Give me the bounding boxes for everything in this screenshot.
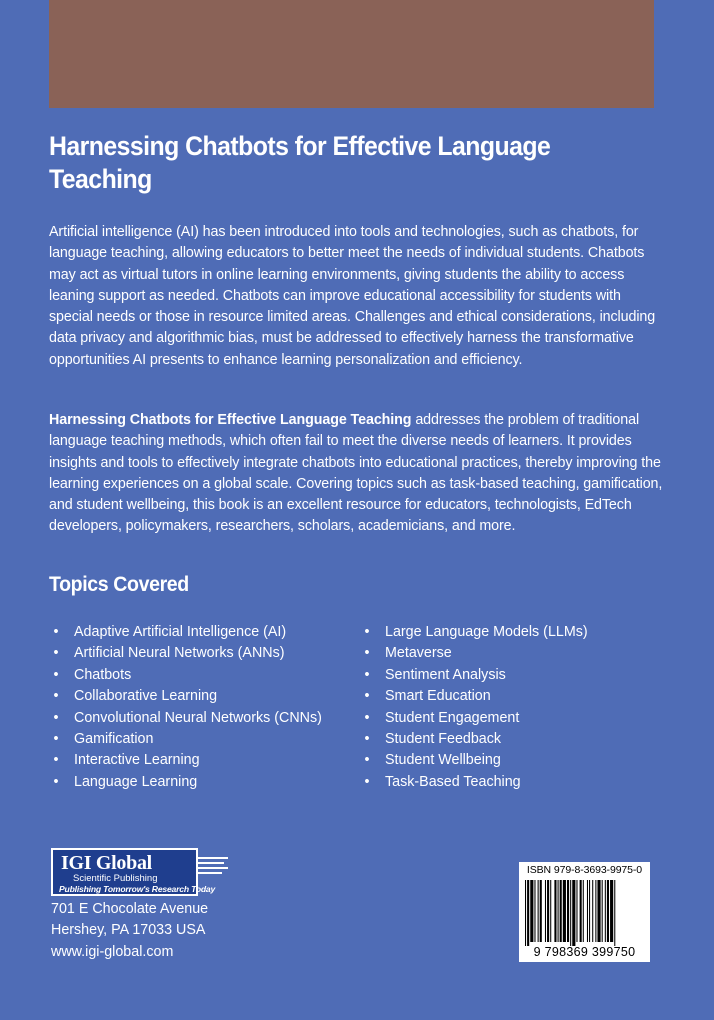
topic-label: Adaptive Artificial Intelligence (AI) — [74, 624, 287, 640]
bullet-icon: • — [53, 773, 59, 790]
topic-item — [360, 643, 588, 664]
description-paragraph-2 — [49, 410, 665, 538]
barcode-bar — [610, 880, 613, 942]
topic-label: Chatbots — [74, 666, 132, 683]
barcode-bar — [527, 880, 529, 946]
topic-item — [360, 708, 588, 729]
barcode-bar — [592, 880, 593, 942]
topic-item — [360, 729, 588, 750]
barcode-icon — [525, 880, 644, 946]
barcode-bar — [547, 880, 549, 942]
barcode-bar — [530, 880, 533, 942]
barcode-bar — [595, 880, 596, 942]
book-title-inline: Harnessing Chatbots for Effective Language Teaching — [49, 412, 412, 428]
top-color-band — [49, 0, 654, 108]
topic-label: Gamification — [74, 731, 154, 748]
topic-item — [49, 686, 322, 707]
topic-item — [49, 708, 322, 729]
barcode-bar — [587, 880, 588, 942]
barcode-bar — [580, 880, 582, 942]
topic-label: Language Learning — [74, 773, 198, 790]
barcode-bar — [560, 880, 562, 942]
barcode-bar — [540, 880, 542, 942]
topic-item — [360, 686, 588, 707]
topic-item — [360, 750, 588, 771]
topic-label: Student Wellbeing — [385, 752, 501, 769]
barcode-bar — [572, 880, 575, 946]
isbn-label: ISBN 979-8-3693-9975-0 — [526, 864, 643, 876]
topic-item — [360, 622, 588, 643]
topics-list-right — [360, 622, 588, 793]
logo-speed-lines-icon — [198, 856, 230, 878]
logo-box — [51, 848, 216, 896]
bullet-icon: • — [53, 752, 59, 769]
topic-label: Large Language Models (LLMs) — [385, 624, 588, 640]
barcode-bar — [583, 880, 584, 942]
barcode-bar — [597, 880, 600, 942]
topics-heading: Topics Covered — [49, 573, 189, 596]
bullet-icon: • — [364, 709, 370, 726]
bullet-icon: • — [53, 645, 59, 662]
barcode-bar — [567, 880, 569, 942]
topic-label: Student Engagement — [385, 709, 520, 726]
topic-item — [49, 772, 322, 793]
bullet-icon: • — [364, 773, 370, 790]
address-line-2: Hershey, PA 17033 USA — [51, 922, 206, 939]
barcode-box — [519, 862, 650, 962]
logo-name: IGI Global — [61, 852, 152, 874]
book-title: Harnessing Chatbots for Effective Language Teaching — [49, 131, 551, 194]
bullet-icon: • — [364, 688, 370, 705]
barcode-bar — [602, 880, 603, 942]
bullet-icon: • — [53, 731, 59, 748]
topic-item — [360, 665, 588, 686]
barcode-bar — [563, 880, 566, 942]
topic-label: Collaborative Learning — [74, 688, 218, 705]
barcode-bar — [525, 880, 526, 946]
logo-tagline: Publishing Tomorrow's Research Today — [59, 884, 216, 894]
topic-label: Student Feedback — [385, 731, 502, 748]
publisher-logo — [51, 848, 231, 900]
topic-label: Metaverse — [385, 645, 452, 662]
barcode-bar — [534, 880, 535, 942]
description-paragraph-1: Artificial intelligence (AI) has been introduced into tools and technologies, such as chatbots, for language teaching, allowing educators to better meet the needs of individual students. Chatbots may act as virtual tutors in online learning environments, giving students the ability to access leaning support as needed. Chatbots can improve educational accessibility for students with special needs or those in resource limited areas. Challenges and ethical considerations, including data privacy and algorithmic bias, must be addressed to effectively harness the transformative opportunities AI presents to enhance learning personalization and efficiency. — [49, 224, 656, 368]
barcode-bar — [554, 880, 556, 942]
address-line-1: 701 E Chocolate Avenue — [51, 901, 209, 917]
bullet-icon: • — [53, 709, 59, 726]
description-paragraph-2-text: addresses the problem of traditional language teaching methods, which often fail to meet the diverse needs of learners. It provides insights and tools to effectively integrate chatbots into educational practices, thereby improving the learning experiences on a global scale. Covering topics such as task-based teaching, gamification, and student wellbeing, this book is an excellent resource for educators, technologists, EdTech developers, policymakers, researchers, scholars, academicians, and more. — [49, 412, 663, 535]
barcode-bar — [607, 880, 609, 942]
bullet-icon: • — [53, 666, 59, 683]
bullet-icon: • — [364, 666, 370, 683]
barcode-bar — [558, 880, 559, 942]
publisher-address — [51, 899, 208, 963]
barcode-bar — [545, 880, 546, 942]
topic-item — [49, 622, 322, 643]
logo-subtitle: Scientific Publishing — [73, 873, 158, 884]
barcode-bar — [538, 880, 539, 942]
topic-item — [49, 643, 322, 664]
barcode-number: 9 798369 399750 — [533, 945, 636, 959]
bullet-icon: • — [364, 731, 370, 748]
bullet-icon: • — [364, 645, 370, 662]
bullet-icon: • — [364, 752, 370, 769]
topic-label: Sentiment Analysis — [385, 666, 506, 683]
topic-label: Convolutional Neural Networks (CNNs) — [74, 709, 322, 726]
barcode-bar — [614, 880, 615, 946]
barcode-bar — [550, 880, 551, 942]
topic-label: Smart Education — [385, 688, 491, 705]
barcode-bar — [605, 880, 606, 942]
topic-item — [49, 729, 322, 750]
topic-label: Interactive Learning — [74, 752, 200, 769]
barcode-bar — [576, 880, 577, 942]
barcode-bar — [589, 880, 590, 942]
barcode-bar — [570, 880, 571, 946]
bullet-icon: • — [53, 624, 59, 640]
topic-item — [49, 665, 322, 686]
topic-label: Artificial Neural Networks (ANNs) — [74, 645, 285, 662]
topics-list-left — [49, 622, 322, 793]
topic-item — [49, 750, 322, 771]
bullet-icon: • — [364, 624, 370, 640]
bullet-icon: • — [53, 688, 59, 705]
topic-item — [360, 772, 588, 793]
topic-label: Task-Based Teaching — [385, 773, 521, 790]
website-link[interactable]: www.igi-global.com — [51, 943, 174, 960]
